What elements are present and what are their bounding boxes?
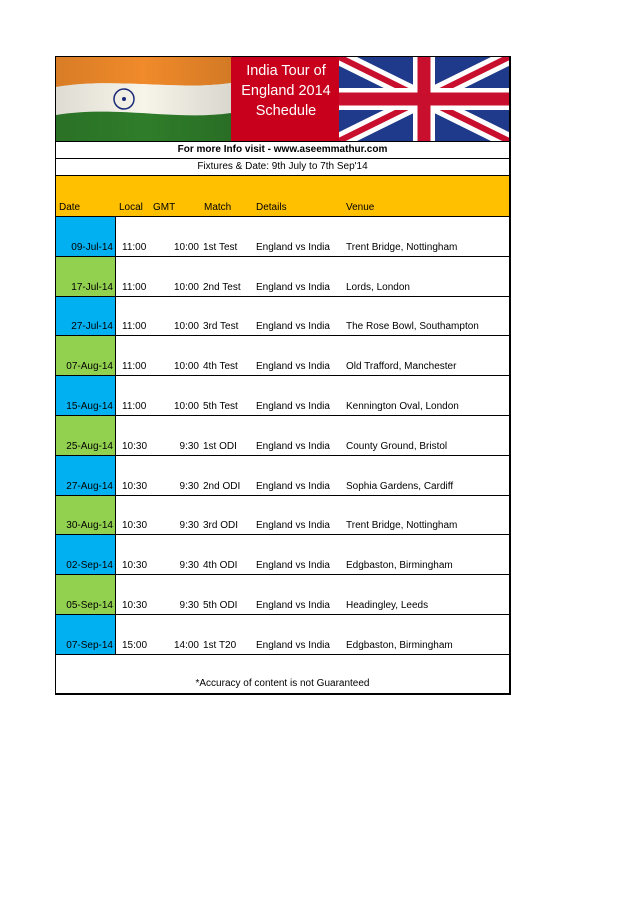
row-date: 02-Sep-14 xyxy=(66,560,113,572)
row-venue: Lords, London xyxy=(346,281,410,293)
row-local-time: 11:00 xyxy=(122,241,147,253)
banner-title xyxy=(231,57,341,141)
info-fixtures-text: Fixtures & Date: 9th July to 7th Sep'14 xyxy=(197,161,368,172)
table-row xyxy=(56,535,509,575)
banner-title-line3: Schedule xyxy=(255,103,317,119)
date-cell xyxy=(56,615,116,654)
india-flag-image xyxy=(56,57,231,141)
row-details: England vs India xyxy=(256,520,330,532)
row-gmt-time: 9:30 xyxy=(179,599,199,611)
banner xyxy=(56,57,509,142)
table-row xyxy=(56,615,509,655)
row-venue: Sophia Gardens, Cardiff xyxy=(346,480,454,492)
row-venue: Headingley, Leeds xyxy=(346,599,429,611)
row-match: 2nd Test xyxy=(203,281,241,293)
row-date: 09-Jul-14 xyxy=(71,241,113,253)
row-gmt-time: 9:30 xyxy=(179,440,199,452)
row-local-time: 10:30 xyxy=(122,560,148,572)
row-local-time: 11:00 xyxy=(122,361,147,373)
row-gmt-time: 10:00 xyxy=(173,321,199,333)
info-visit-text: For more Info visit - www.aseemmathur.com xyxy=(177,144,388,155)
row-date: 27-Aug-14 xyxy=(66,480,113,492)
date-cell xyxy=(56,496,116,535)
row-match: 2nd ODI xyxy=(203,480,241,492)
row-date: 17-Jul-14 xyxy=(71,281,113,293)
row-local-time: 11:00 xyxy=(122,321,147,333)
row-gmt-time: 9:30 xyxy=(179,560,199,572)
row-details: England vs India xyxy=(256,281,330,293)
table-row xyxy=(56,297,509,337)
table-header xyxy=(56,176,509,217)
row-gmt-time: 10:00 xyxy=(173,241,199,253)
header-date: Date xyxy=(59,202,81,213)
row-match: 3rd ODI xyxy=(203,520,239,532)
row-local-time: 10:30 xyxy=(122,440,148,452)
row-gmt-time: 10:00 xyxy=(173,281,199,293)
row-local-time: 10:30 xyxy=(122,599,148,611)
row-details: England vs India xyxy=(256,400,330,412)
date-cell xyxy=(56,535,116,574)
banner-title-line1: India Tour of xyxy=(246,63,326,79)
header-venue: Venue xyxy=(346,202,375,213)
row-gmt-time: 9:30 xyxy=(179,480,199,492)
table-row xyxy=(56,217,509,257)
row-details: England vs India xyxy=(256,440,330,452)
row-date: 27-Jul-14 xyxy=(71,321,113,333)
table-row xyxy=(56,257,509,297)
row-match: 4th ODI xyxy=(203,560,238,572)
row-local-time: 11:00 xyxy=(122,400,147,412)
header-local: Local xyxy=(119,202,143,213)
row-local-time: 10:30 xyxy=(122,480,148,492)
row-venue: Edgbaston, Birmingham xyxy=(346,560,453,572)
header-details: Details xyxy=(256,202,287,213)
table-body xyxy=(56,217,509,655)
row-match: 1st T20 xyxy=(203,639,237,651)
date-cell xyxy=(56,217,116,256)
row-match: 3rd Test xyxy=(203,321,239,333)
row-venue: Trent Bridge, Nottingham xyxy=(346,241,458,253)
date-cell xyxy=(56,575,116,614)
table-row xyxy=(56,456,509,496)
row-details: England vs India xyxy=(256,241,330,253)
row-venue: Old Trafford, Manchester xyxy=(346,361,457,373)
row-date: 25-Aug-14 xyxy=(66,440,113,452)
header-gmt: GMT xyxy=(153,202,176,213)
table-row xyxy=(56,496,509,536)
info-fixtures-row xyxy=(56,159,509,176)
row-date: 07-Aug-14 xyxy=(66,361,113,373)
row-date: 07-Sep-14 xyxy=(66,639,113,651)
row-venue: Trent Bridge, Nottingham xyxy=(346,520,458,532)
row-venue: County Ground, Bristol xyxy=(346,440,448,452)
row-gmt-time: 10:00 xyxy=(173,361,199,373)
row-details: England vs India xyxy=(256,480,330,492)
row-details: England vs India xyxy=(256,321,330,333)
banner-title-line2: England 2014 xyxy=(241,83,331,99)
row-details: England vs India xyxy=(256,361,330,373)
table-row xyxy=(56,336,509,376)
row-gmt-time: 9:30 xyxy=(179,520,199,532)
row-details: England vs India xyxy=(256,560,330,572)
date-cell xyxy=(56,376,116,415)
row-gmt-time: 14:00 xyxy=(173,639,199,651)
row-date: 30-Aug-14 xyxy=(66,520,113,532)
row-venue: Edgbaston, Birmingham xyxy=(346,639,453,651)
footer-note: *Accuracy of content is not Guaranteed xyxy=(195,677,370,689)
row-venue: The Rose Bowl, Southampton xyxy=(346,321,479,333)
row-local-time: 11:00 xyxy=(122,281,147,293)
row-match: 4th Test xyxy=(203,361,238,373)
row-match: 1st ODI xyxy=(203,440,237,452)
row-date: 15-Aug-14 xyxy=(66,400,113,412)
table-row xyxy=(56,376,509,416)
date-cell xyxy=(56,297,116,336)
date-cell xyxy=(56,257,116,296)
row-match: 1st Test xyxy=(203,241,238,253)
row-details: England vs India xyxy=(256,599,330,611)
row-venue: Kennington Oval, London xyxy=(346,400,459,412)
row-match: 5th ODI xyxy=(203,599,238,611)
row-local-time: 15:00 xyxy=(122,639,148,651)
row-local-time: 10:30 xyxy=(122,520,148,532)
row-details: England vs India xyxy=(256,639,330,651)
row-gmt-time: 10:00 xyxy=(173,400,199,412)
footer-row xyxy=(56,655,509,693)
row-match: 5th Test xyxy=(203,400,238,412)
row-date: 05-Sep-14 xyxy=(66,599,113,611)
schedule-sheet xyxy=(55,56,511,695)
uk-flag-image xyxy=(339,57,509,141)
table-row xyxy=(56,575,509,615)
header-match: Match xyxy=(204,202,232,213)
date-cell xyxy=(56,336,116,375)
date-cell xyxy=(56,416,116,455)
date-cell xyxy=(56,456,116,495)
table-row xyxy=(56,416,509,456)
info-visit-row xyxy=(56,142,509,159)
